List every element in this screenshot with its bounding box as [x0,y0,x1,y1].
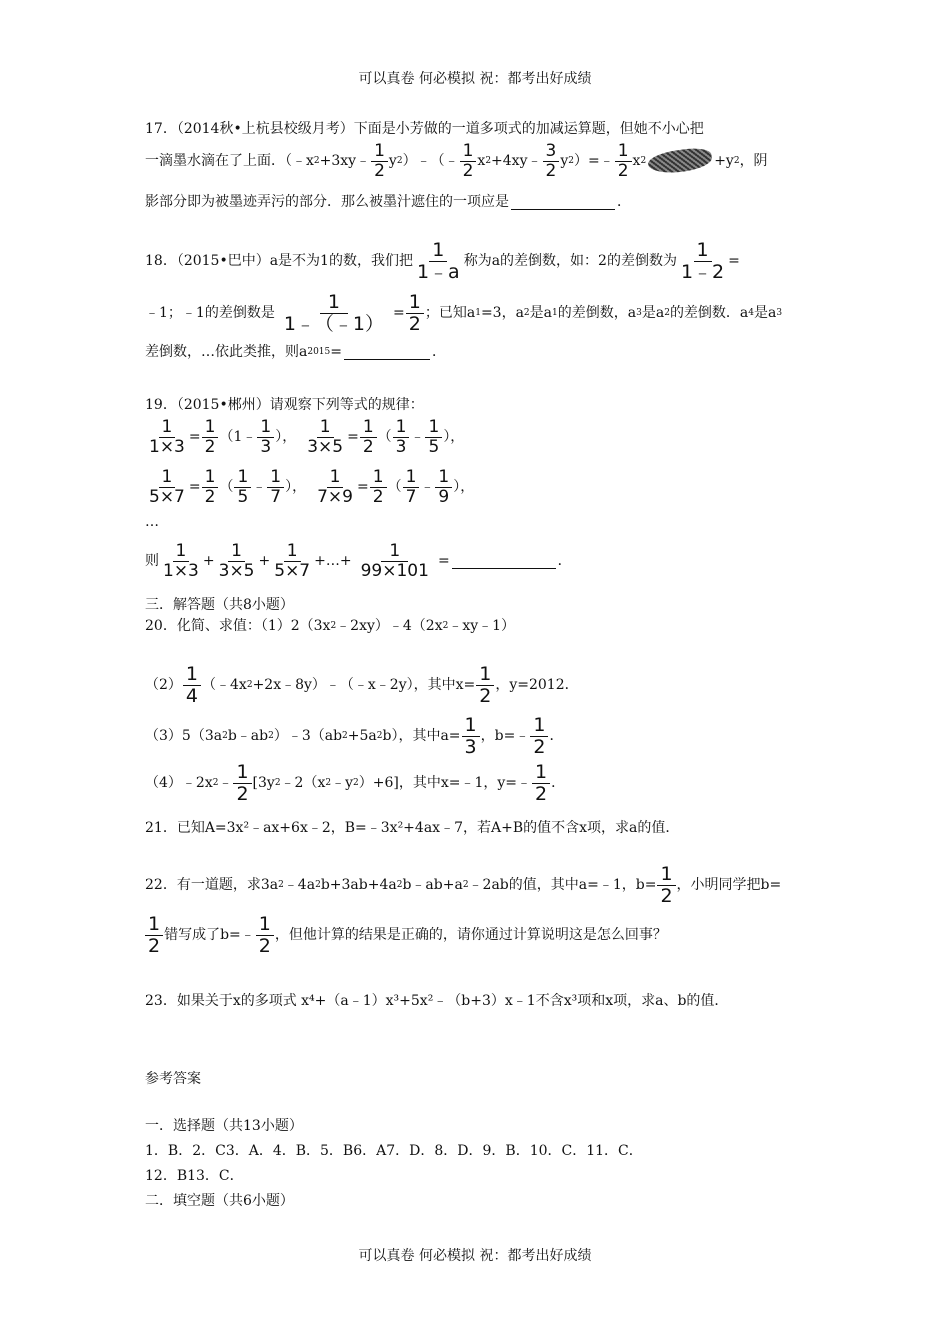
answers-section1: 一．选择题（共13小题） [145,1118,303,1134]
q20-part3: （3）5（3a 2 b﹣ab 2 ）﹣3（ab 2 +5a 2 b），其中a= $\frac{1}{3}$ ，b=﹣ $\frac{1}{2}$ ． [145,714,564,758]
answers-title: 参考答案 [145,1071,201,1087]
answers-row2: 12．B13．C． [145,1168,244,1184]
q17-line2: 一滴墨水滴在了上面．（﹣x 2 +3xy﹣ $\frac{1}{2}$ y 2 ）﹣（﹣ $\frac{1}{2}$ x 2 +4xy﹣ $\frac{3}{2}$ y 2 ）=﹣ $\frac{1}{2}$ x 2 +y 2 ，阴 [145,141,768,181]
fraction: $\frac{1}{2}$ [371,142,388,180]
ink-blot-icon [647,146,713,177]
q17-line3: 影部分即为被墨迹弄污的部分．那么被墨汁遮住的一项应是 ． [145,194,631,210]
q22-line1: 22．有一道题，求3a 2 ﹣4a 2 b+3ab+4a 2 b﹣ab+a 2 ﹣2ab的值，其中a=﹣1，b= $\frac{1}{2}$ ，小明同学把b= [145,863,782,907]
q20-part4: （4）﹣2x 2 ﹣ $\frac{1}{2}$ [3y 2 ﹣2（x 2 ﹣y 2 ）+6]，其中x=﹣1，y=﹣ $\frac{1}{2}$ ． [145,761,566,805]
q20-part1: 20．化简、求值：（1）2（3x 2 ﹣2xy）﹣4（2x 2 ﹣xy﹣1） [145,618,516,634]
answers-section2: 二．填空题（共6小题） [145,1193,294,1209]
fraction: $\frac{1}{2}$ [615,142,632,180]
answers-row1: 1．B．2．C3．A．4．B．5．B6．A7．D．8．D．9．B．10．C．11．C． [145,1143,643,1159]
q18-line2: ﹣1；﹣1的差倒数是 $\frac{1}{1﹣(﹣1)}$ = $\frac{1}{2}$ ；已知a 1 =3，a 2 是a 1 的差倒数，a 3 是a 2 的差倒数．a 4 是a 3 [145,291,783,335]
fraction: $\frac{3}{2}$ [543,142,560,180]
fraction: $\frac{1}{1﹣a}$ [416,239,460,283]
q22-line2: $\frac{1}{2}$ 错写成了b=﹣ $\frac{1}{2}$ ，但他计算的结果是正确的，请你通过计算说明这是怎么回事？ [145,914,667,957]
answer-blank [511,195,615,210]
q19-title: 19．（2015•郴州）请观察下列等式的规律： [145,397,424,413]
answer-blank [452,554,556,569]
q19-sum: 则 $\frac{1}{1\times 3}$ + $\frac{1}{3\times 5}$ + $\frac{1}{5\times 7}$ +…+ $\frac{1}{99\times 101}$ = ． [145,541,572,581]
fraction: $\frac{1}{1﹣2}$ [680,239,725,283]
q18-line1: 18．（2015•巴中）a是不为1的数，我们把 $\frac{1}{1﹣a}$ 称为a的差倒数，如：2的差倒数为 $\frac{1}{1﹣2}$ = [145,239,740,283]
q20-part2: （2） $\frac{1}{4}$ （﹣4x 2 +2x﹣8y）﹣（﹣x﹣2y），其中x= $\frac{1}{2}$ ，y=2012． [145,663,579,707]
q17-line1: 17．（2014秋•上杭县校级月考）下面是小芳做的一道多项式的加减运算题，但她不小心把 [145,121,704,137]
page-footer: 可以真卷 何必模拟 祝：都考出好成绩 [358,1248,592,1264]
fraction: $\frac{1}{2}$ [406,292,424,335]
section-title: 三．解答题（共8小题） [145,597,294,613]
q19-ellipsis: … [145,514,159,530]
q23: 23．如果关于x的多项式 x⁴+（a﹣1）x³+5x²﹣（b+3）x﹣1不含x³项和x项，求a、b的值． [145,993,729,1009]
page-header: 可以真卷 何必模拟 祝：都考出好成绩 [358,71,592,87]
q19-row2: $\frac{1}{5\times 7}$ = $\frac{1}{2}$ （ $\frac{1}{5}$ ﹣ $\frac{1}{7}$ ）， $\frac{1}{7\times 9}$ = $\frac{1}{2}$ （ $\frac{1}{7}$ ﹣ $\frac{1}{9}$ ）， [149,467,475,507]
q19-row1: $\frac{1}{1\times 3}$ = $\frac{1}{2}$ （ 1 ﹣ $\frac{1}{3}$ ）， $\frac{1}{3\times 5}$ = $\frac{1}{2}$ （ $\frac{1}{3}$ ﹣ $\frac{1}{5}$ ）， [149,417,465,457]
fraction: $\frac{1}{2}$ [460,142,477,180]
q21: 21．已知A=3x²﹣ax+6x﹣2，B=﹣3x²+4ax﹣7，若A+B的值不含x项，求a的值． [145,820,680,836]
q18-line3: 差倒数，…依此类推，则a 2015 = ． [145,344,446,360]
fraction: $\frac{1}{1﹣(﹣1)}$ [283,291,385,335]
answer-blank [344,345,430,360]
